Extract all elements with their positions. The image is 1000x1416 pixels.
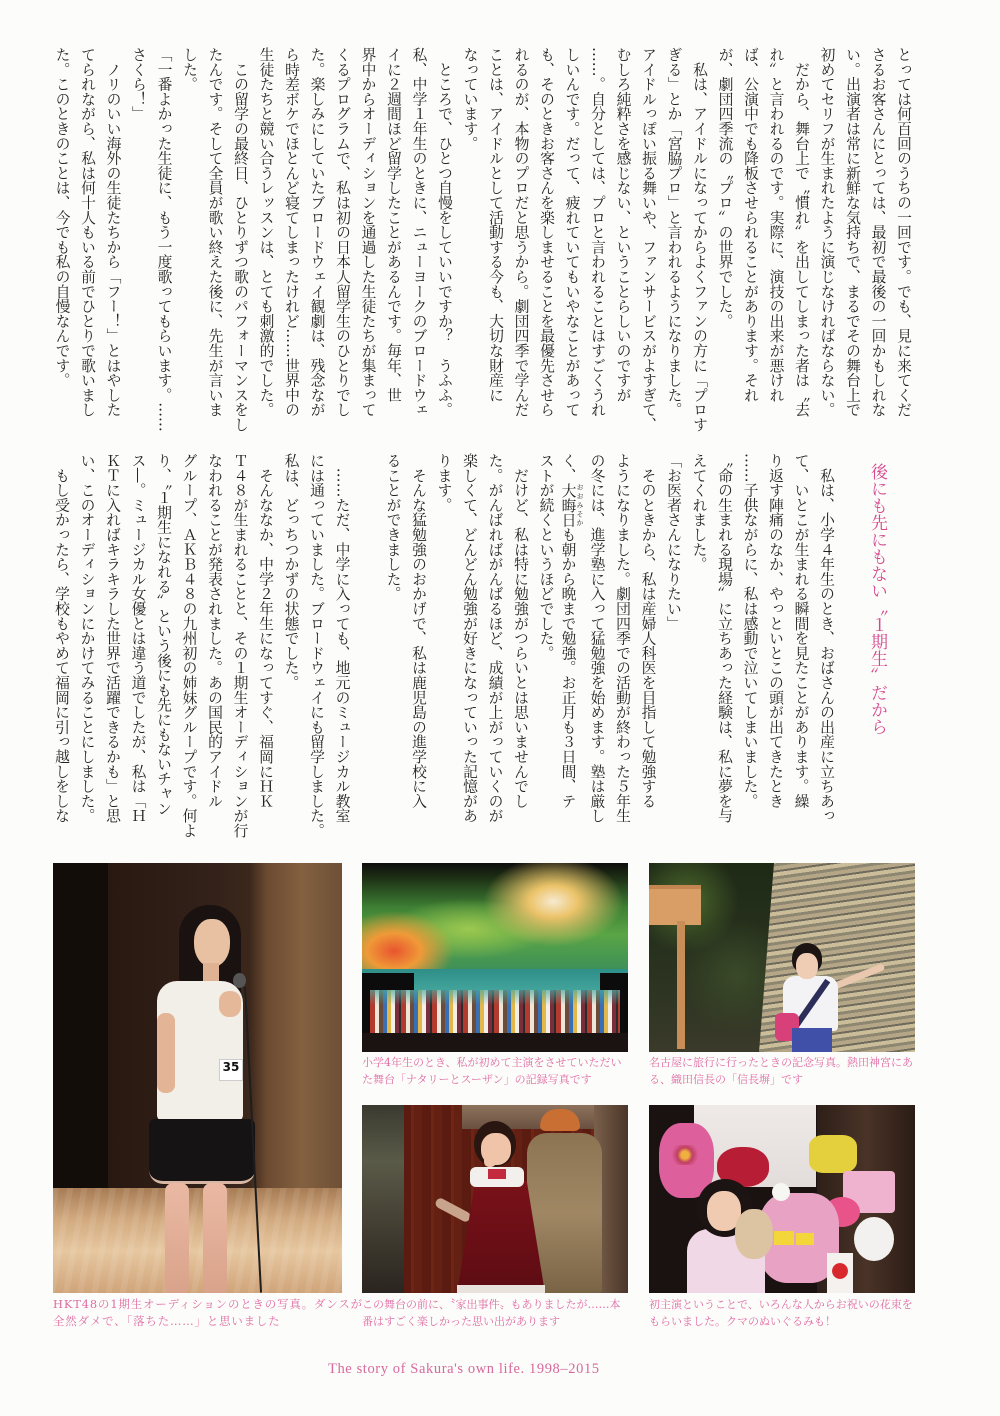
white-plush-toy: [854, 1217, 894, 1261]
text-column: ノリのいい海外の生徒たちから「フー！」とはやした: [104, 47, 122, 417]
girl-hand: [484, 1153, 496, 1167]
photo-nagoya-trip: [649, 863, 915, 1052]
girl-arm: [157, 1013, 175, 1093]
text-column: も、そのときお客さんを楽しませることを最優先させら: [538, 47, 555, 417]
text-column: この留学の最終日、ひとりずつ歌のパフォーマンスをし: [232, 47, 249, 432]
stage-mural: [362, 863, 628, 973]
flower-cluster: [669, 1145, 701, 1165]
wooden-floor: [53, 1188, 342, 1293]
text-column: り返す陣痛のなか、やっといとこの頭が出てきたとき: [767, 453, 784, 809]
photo-bouquets: [649, 1105, 915, 1293]
photo-audition: [53, 863, 342, 1293]
text-column: だけど、私は特に勉強がつらいとは思いませんでし: [512, 453, 529, 809]
wooden-signboard: [649, 885, 701, 925]
text-column: イに２週間ほど留学したことがあるんです。毎年、世: [385, 47, 402, 403]
text-column: ストが続くというほどでした。: [537, 453, 555, 661]
text-column: い、このオーディションにかけてみることにしました。: [78, 453, 96, 823]
caption-line: 初主演ということで、いろんな人からお祝いの花束を: [649, 1298, 913, 1311]
text-column: なっています。: [461, 47, 479, 151]
photo-caption-stage-cast: [362, 1054, 628, 1088]
text-column: 私は、小学４年生のとき、おばさんの出産に立ちあっ: [818, 453, 835, 823]
text-column: アイドルっぽい振る舞いや、ファンサービスがよすぎて、: [640, 47, 657, 432]
microphone-icon: [233, 973, 246, 988]
dress-hem: [457, 1285, 545, 1293]
ruby-base: 大晦日: [559, 482, 577, 528]
stage-floor: [362, 1033, 628, 1052]
caption-line: HKT48の1期生オーディションのときの写真。ダンスが: [53, 1297, 363, 1311]
text-column: 「お医者さんになりたい」: [665, 453, 682, 631]
performer-left: [362, 1105, 404, 1293]
text-column: 〝命の生まれる現場〟に立ちあった経験は、私に夢を与: [716, 453, 733, 823]
text-column: さるお客さんにとっては、最初で最後の一回かもしれな: [869, 47, 887, 417]
girl-face: [796, 953, 818, 979]
text-column: には通っていました。ブロードウェイにも留学しました。: [308, 453, 325, 838]
text-column: した。: [181, 47, 198, 92]
girl-hand: [219, 991, 241, 1017]
text-column: 私は、アイドルになってからよくファンの方に「プロす: [691, 47, 708, 432]
text-column: の冬には、進学塾に入って猛勉強を始めます。塾は厳し: [588, 453, 606, 823]
text-segment: も朝から晩まで勉強。お正月も３日間、テ: [559, 527, 577, 809]
caption-line: もらいました。クマのぬいぐるみも！: [649, 1315, 836, 1328]
text-column: 私は、どっちつかずの状態でした。: [282, 453, 300, 690]
sign-post: [677, 921, 685, 1049]
text-column: ことは、アイドルとして活動する今も、大切な財産に: [487, 47, 504, 403]
entry-number-badge: 35: [219, 1059, 243, 1081]
text-column: えてくれました。: [690, 453, 708, 572]
text-column: ようになりました。劇団四季での活動が終わった５年生: [614, 453, 631, 823]
gift-card: [827, 1253, 853, 1293]
photo-caption-stage-performance: [362, 1296, 628, 1330]
orange-hat: [540, 1109, 580, 1131]
text-column: 初めてセリフが生まれたように演じなければならない。: [818, 47, 836, 417]
text-column: 界中からオーディションを通過した生徒たちが集まって: [359, 47, 377, 417]
text-column: い。出演者は常に新鮮な気持ちで、まるでその舞台上で: [844, 47, 861, 417]
message-card: [796, 1233, 814, 1245]
yellow-bouquet: [809, 1135, 857, 1173]
ruby-annotation: [559, 482, 584, 528]
text-column-with-ruby: [559, 453, 585, 833]
text-column: とっては何百回のうちの一回です。でも、見に来てくだ: [895, 47, 912, 417]
text-column: だから、舞台上で〝慣れ〟を出してしまった者は〝去: [793, 47, 810, 417]
text-column: ＫＴに入ればキラキラした世界で活躍できるかも」と思: [104, 453, 121, 823]
text-column: ら時差ボケでほとんど寝てしまったけれど……世界中の: [283, 47, 300, 417]
text-column: くるプログラムで、私は初の日本人留学生のひとりでし: [334, 47, 351, 417]
photo-stage-performance: [362, 1105, 628, 1293]
text-column: さくら！」: [130, 47, 147, 121]
article-text-middle: [49, 453, 840, 838]
text-column: ぎる」とか「宮脇プロ」と言われるようになりました。: [665, 47, 683, 417]
text-column: てられながら、私は何十人もいる前でひとりで歌いまし: [79, 47, 96, 417]
text-segment: く、: [559, 453, 577, 483]
ribbon-bow: [488, 1169, 506, 1179]
girl-leg: [165, 1183, 189, 1293]
photo-caption-nagoya-trip: [649, 1054, 915, 1088]
text-column: ります。: [435, 453, 453, 513]
white-lily: [772, 1183, 790, 1201]
text-column: ……子供ながらに、私は感動で泣いてしまいました。: [741, 453, 759, 809]
text-column: グループ、ＡＫＢ４８の九州初の姉妹グループです。何よ: [180, 453, 198, 838]
caption-line: 名古屋に旅行に行ったときの記念写真。熱田神宮にあ: [649, 1056, 913, 1069]
text-column: そんななか、中学２年生になってすぐ、福岡にＨＫ: [257, 453, 274, 809]
caption-line: る、織田信長の「信長塀」です: [649, 1073, 803, 1086]
article-text-top: [49, 47, 916, 432]
caption-line: た舞台「ナタリーとスーザン」の記録写真です: [362, 1073, 592, 1086]
dark-panel: [53, 863, 108, 1193]
caption-line: 全然ダメで、「落ちた……」と思いました: [53, 1314, 281, 1328]
cast-lineup: [370, 990, 620, 1034]
text-column: ば、公演中でも降板させられることがあります。それ: [742, 47, 759, 403]
text-column: ることができました。: [384, 453, 402, 601]
ruby-reading: おおみそか: [576, 482, 584, 528]
text-column: むしろ純粋さを感じない、ということらしいのですが: [614, 47, 632, 403]
caption-line: この舞台の前に、〝家出事件〟もありましたが……本: [362, 1298, 621, 1311]
girl-leg: [203, 1183, 227, 1293]
text-column: て、いとこが生まれる瞬間を見たことがあります。繰: [792, 453, 810, 809]
text-column: が、劇団四季流の〝プロ〟の世界でした。: [716, 47, 734, 329]
text-column: た。このときのことは、今でも私の自慢なんです。: [53, 47, 71, 388]
photo-caption-audition: [53, 1296, 363, 1330]
text-column: そのときから、私は産婦人科医を目指して勉強する: [639, 453, 657, 809]
text-column: なわれることが発表されました。あの国民的アイドル: [206, 453, 223, 809]
text-column: た。楽しみにしていたブロードウェイ観劇は、残念なが: [308, 47, 326, 417]
photo-stage-cast: [362, 863, 628, 1052]
text-column: しいんです。だって、疲れていてもいやなことがあって: [563, 47, 581, 417]
page-footer-title: The story of Sakura's own life. 1998–2015: [328, 1361, 600, 1377]
paragraph-break-spacer: [355, 453, 381, 833]
blue-skirt: [792, 1028, 832, 1052]
text-column: そんな猛勉強のおかげで、私は鹿児島の進学校に入: [410, 453, 427, 809]
text-column: Ｔ４８が生まれることと、その１期生オーディションが行: [231, 453, 249, 838]
black-skirt: [149, 1119, 255, 1184]
text-column: 私、中学１年生のときに、ニューヨークのブロードウェ: [410, 47, 428, 417]
text-column: 生徒たちと競い合うレッスンは、とても刺激的でした。: [257, 47, 275, 417]
caption-line: 小学4年生のとき、私が初めて主演をさせていただい: [362, 1056, 622, 1069]
text-column: 楽しくて、どんどん勉強が好きになっていった記憶があ: [461, 453, 478, 823]
girl-face: [194, 919, 230, 967]
text-column: れるのが、本物のプロだと思うから。劇団四季で学んだ: [512, 47, 530, 417]
text-column: 「一番よかった生徒に、もう一度歌ってもらいます。……: [155, 47, 173, 432]
text-column: ところで、ひとつ自慢をしていいですか？ うふふ。: [436, 47, 453, 417]
text-column: もし受かったら、学校もやめて福岡に引っ越しをしな: [53, 453, 70, 823]
text-column: れ〟と言われるのです。実際に、演技の出来が悪けれ: [767, 47, 785, 403]
text-column: た。がんばればがんばるほど、成績が上がっていくのが: [486, 453, 504, 823]
section-heading: 後にも先にもない〝１期生〟だから: [867, 463, 887, 735]
photo-caption-bouquets: [649, 1296, 915, 1330]
message-card: [774, 1231, 794, 1245]
text-column: ス―。ミュージカル女優とは違う道でしたが、私は「Ｈ: [129, 453, 147, 823]
text-column: ……ただ、中学に入っても、地元のミュージカル教室: [333, 453, 351, 823]
text-column: たんです。そして全員が歌い終えた後に、先生が言いま: [206, 47, 224, 417]
caption-line: 番はすごく楽しかった思い出があります: [362, 1315, 560, 1328]
teddy-bear: [735, 1209, 773, 1259]
text-column: り、〝１期生になれる〟という後にも先にもないチャン: [155, 453, 172, 816]
text-column: ……。自分としては、プロと言われることはすごくうれ: [589, 47, 606, 417]
